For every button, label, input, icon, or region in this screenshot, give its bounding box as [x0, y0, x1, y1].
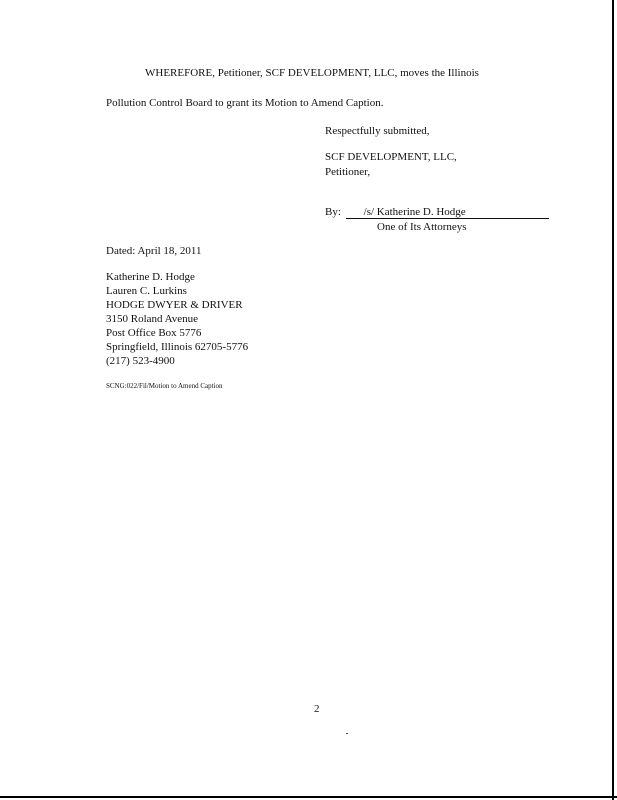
counsel-line: Post Office Box 5776	[106, 327, 202, 339]
signature-line	[325, 207, 549, 219]
scan-edge-right	[612, 0, 614, 800]
wherefore-paragraph-line-1: WHEREFORE, Petitioner, SCF DEVELOPMENT, LLC, moves the Illinois	[145, 67, 479, 79]
scan-speck	[346, 733, 348, 734]
counsel-line: Springfield, Illinois 62705-5776	[106, 341, 249, 353]
scan-edge-bottom	[0, 796, 617, 798]
counsel-firm: HODGE DWYER & DRIVER	[106, 299, 243, 311]
counsel-phone: (217) 523-4900	[106, 355, 175, 367]
page-number: 2	[314, 703, 320, 715]
dated-line: Dated: April 18, 2011	[106, 245, 202, 257]
counsel-line: Lauren C. Lurkins	[106, 285, 187, 297]
signature-text: /s/ Katherine D. Hodge	[346, 207, 549, 219]
party-name: SCF DEVELOPMENT, LLC,	[325, 151, 457, 163]
counsel-line: 3150 Roland Avenue	[106, 313, 199, 325]
attorney-title: One of Its Attorneys	[377, 221, 467, 233]
file-reference: SCNG:022/Fil/Motion to Amend Caption	[106, 382, 223, 390]
wherefore-paragraph-line-2: Pollution Control Board to grant its Motion to Amend Caption.	[106, 97, 384, 109]
by-label: By:	[325, 206, 341, 218]
counsel-line: Katherine D. Hodge	[106, 271, 195, 283]
party-role: Petitioner,	[325, 166, 371, 178]
closing-text: Respectfully submitted,	[325, 125, 430, 137]
